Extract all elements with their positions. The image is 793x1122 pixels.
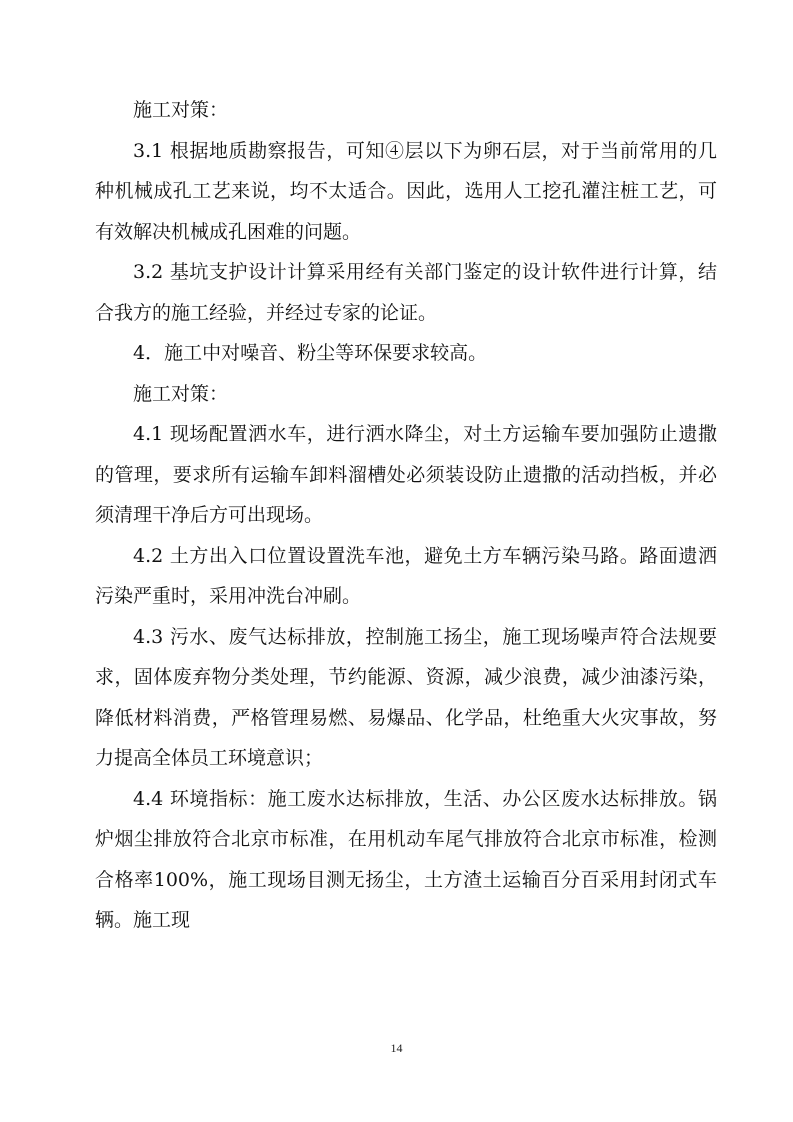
paragraph-4-heading: 4．施工中对噪音、粉尘等环保要求较高。: [133, 342, 488, 364]
document-body: [95, 90, 717, 941]
page-number: 14: [390, 1041, 403, 1055]
paragraph-countermeasure-heading-1: 施工对策：: [133, 99, 229, 121]
paragraph-4-2: 4.2 土方出入口位置设置洗车池，避免土方车辆污染马路。路面遗洒污染严重时，采用冲洗台冲刷。: [95, 544, 717, 607]
paragraph-4-3: 4.3 污水、废气达标排放，控制施工扬尘，施工现场噪声符合法规要求，固体废弃物分类处理，节约能源、资源，减少浪费，减少油漆污染，降低材料消费，严格管理易燃、易爆品、化学品，杜绝重大火灾事故，努力提高全体员工环境意识；: [95, 625, 717, 769]
paragraph-countermeasure-heading-2: 施工对策：: [133, 382, 229, 405]
paragraph-3-1: 3.1 根据地质勘察报告，可知④层以下为卵石层，对于当前常用的几种机械成孔工艺来说，均不太适合。因此，选用人工挖孔灌注桩工艺，可有效解决机械成孔困难的问题。: [95, 139, 717, 243]
paragraph-4-1: 4.1 现场配置洒水车，进行洒水降尘，对土方运输车要加强防止遗撒的管理，要求所有运输车卸料溜槽处必须装设防止遗撒的活动挡板，并必须清理干净后方可出现场。: [95, 423, 717, 526]
paragraph-3-2: 3.2 基坑支护设计计算采用经有关部门鉴定的设计软件进行计算，结合我方的施工经验，并经过专家的论证。: [95, 261, 717, 324]
paragraph-4-4: 4.4 环境指标：施工废水达标排放，生活、办公区废水达标排放。锅炉烟尘排放符合北京市标准，在用机动车尾气排放符合北京市标准，检测合格率100%，施工现场目测无扬尘，土方渣土运输百分百采用封闭式车辆。施工现: [95, 787, 717, 931]
